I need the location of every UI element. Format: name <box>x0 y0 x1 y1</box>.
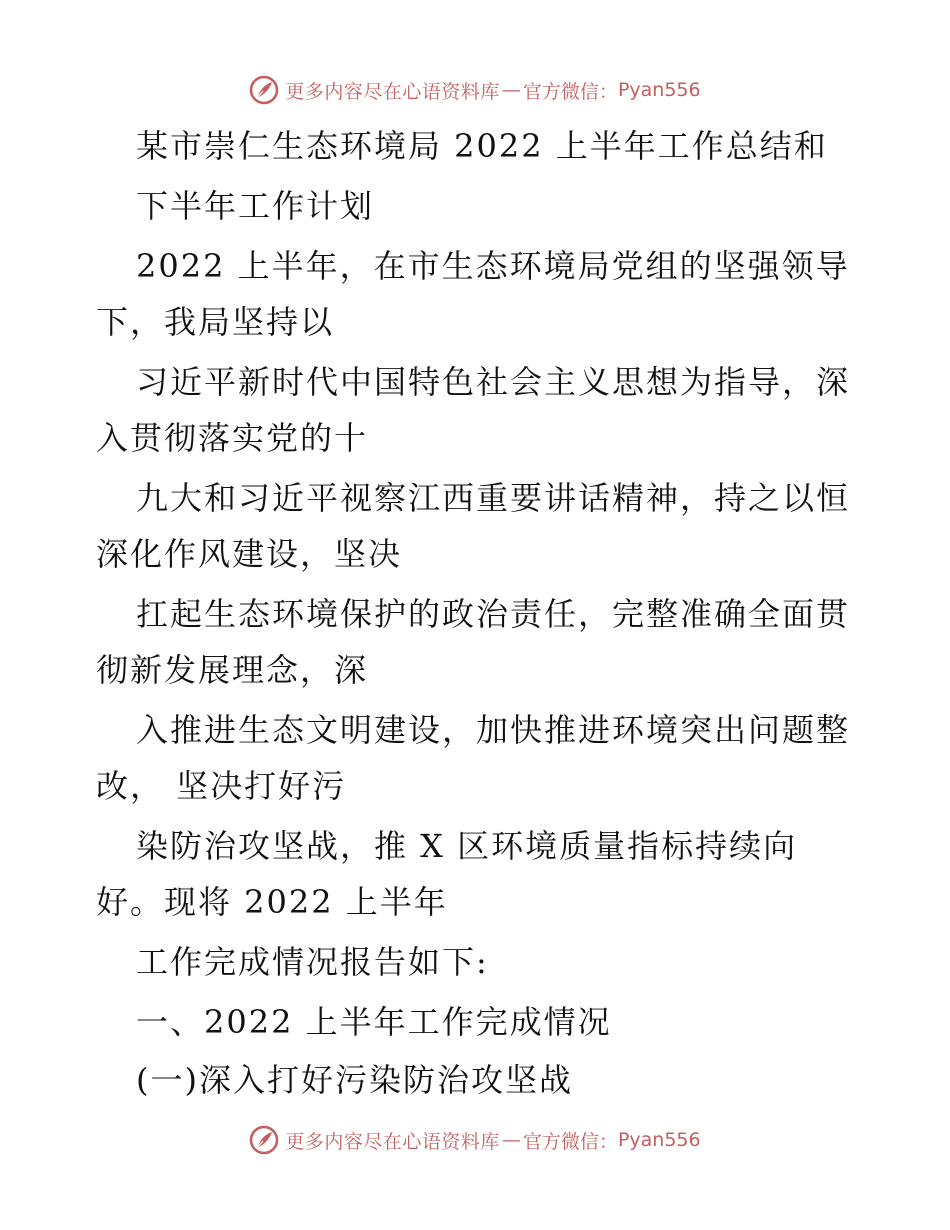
paragraph-line: 好。现将 2022 上半年 <box>96 883 448 921</box>
watermark-banner-top <box>0 70 950 110</box>
section-heading: 一、2022 上半年工作完成情况 <box>136 1003 612 1041</box>
document-title-line-2: 下半年工作计划 <box>136 187 375 225</box>
watermark-separator: — <box>501 79 521 101</box>
watermark-brand-text: 更多内容尽在心语资料库 <box>285 80 500 103</box>
paragraph-line: 入贯彻落实党的十 <box>96 419 369 457</box>
paragraph-line: 深化作风建设，坚决 <box>96 535 403 573</box>
paragraph-line: 扛起生态环境保护的政治责任，完整准确全面贯 <box>136 595 851 633</box>
paragraph-line: 彻新发展理念，深 <box>96 651 369 689</box>
paragraph-line: 下，我局坚持以 <box>96 303 335 341</box>
paragraph-line: 改， 坚决打好污 <box>96 767 347 805</box>
watermark-separator: — <box>501 1129 521 1151</box>
document-title-line-1: 某市崇仁生态环境局 2022 上半年工作总结和 <box>136 127 828 165</box>
paragraph-line: 入推进生态文明建设，加快推进环境突出问题整 <box>136 711 851 749</box>
watermark-wechat-id: Pyan556 <box>617 1129 701 1151</box>
watermark-brand-text: 更多内容尽在心语资料库 <box>285 1130 500 1153</box>
watermark-wechat-label: 官方微信： <box>522 1130 618 1153</box>
watermark-banner-bottom <box>0 1120 950 1160</box>
paragraph-line: 2022 上半年，在市生态环境局党组的坚强领导 <box>136 247 850 285</box>
red-feather-logo-icon <box>249 1125 279 1155</box>
watermark-wechat-id: Pyan556 <box>617 79 701 101</box>
subsection-heading: (一)深入打好污染防治攻坚战 <box>136 1061 573 1099</box>
paragraph-line: 工作完成情况报告如下: <box>136 943 489 981</box>
watermark-wechat-label: 官方微信： <box>522 80 618 103</box>
red-feather-logo-icon <box>249 75 279 105</box>
paragraph-line: 九大和习近平视察江西重要讲话精神，持之以恒 <box>136 479 851 517</box>
paragraph-line: 习近平新时代中国特色社会主义思想为指导，深 <box>136 363 851 401</box>
paragraph-line: 染防治攻坚战，推 X 区环境质量指标持续向 <box>136 827 798 865</box>
